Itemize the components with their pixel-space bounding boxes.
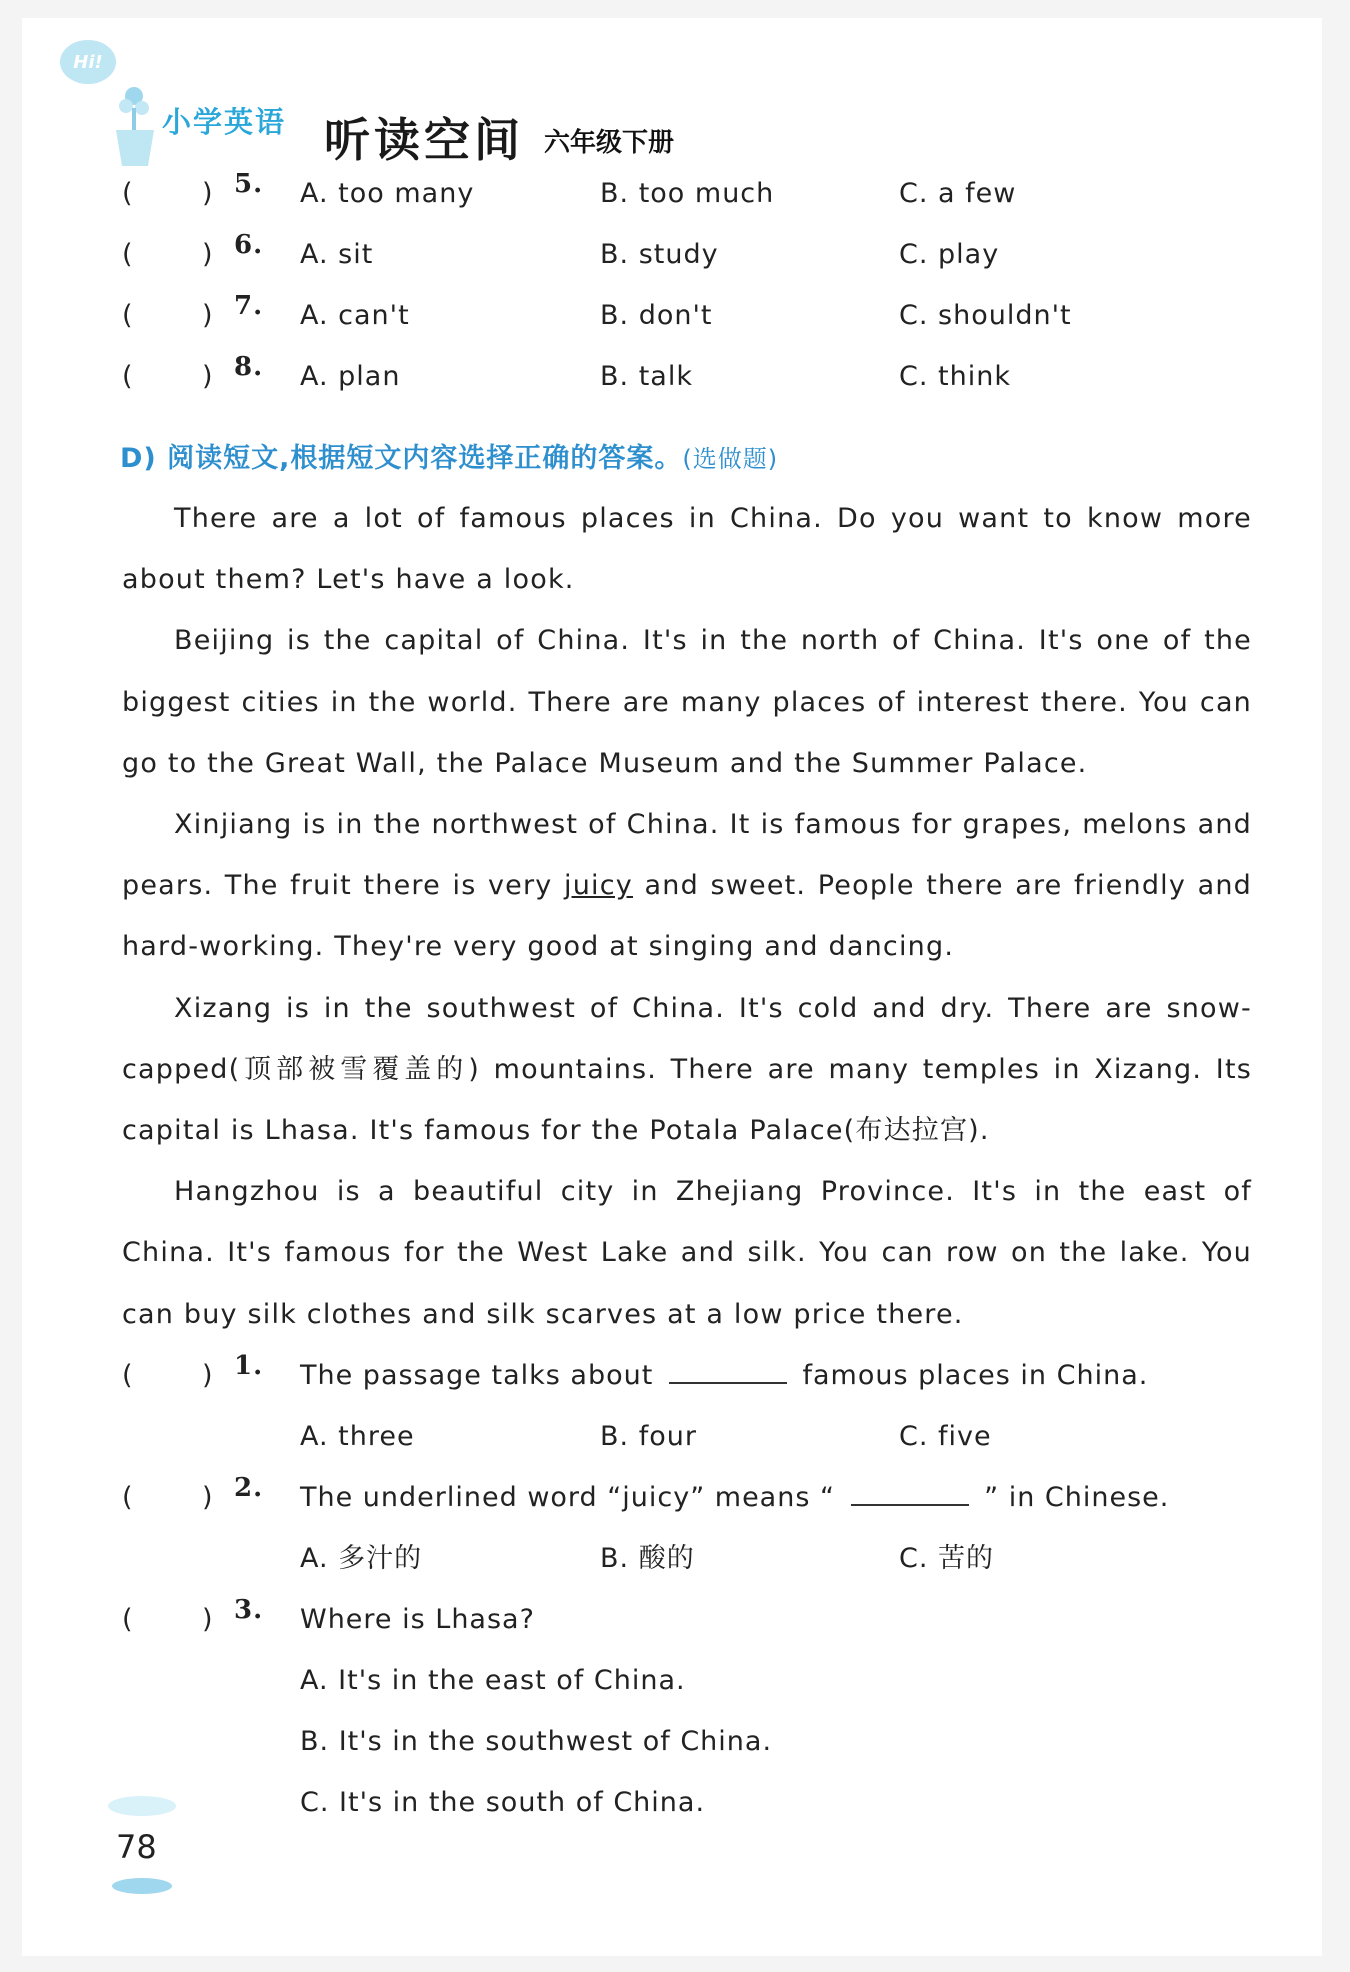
answer-bracket-close: ) xyxy=(202,361,214,392)
answer-bracket-open[interactable]: ( xyxy=(122,361,134,392)
answer-bracket-close: ) xyxy=(202,1360,214,1391)
question-number: 7. xyxy=(234,291,264,321)
option-b: B. 酸的 xyxy=(600,1543,695,1574)
question-text: The passage talks about famous places in China. xyxy=(300,1360,1149,1391)
section-d-heading: D) 阅读短文,根据短文内容选择正确的答案。 xyxy=(120,443,683,474)
option-c: C. play xyxy=(899,239,1000,270)
question-number: 3. xyxy=(234,1595,264,1625)
question-number: 8. xyxy=(234,352,264,382)
answer-bracket-close: ) xyxy=(202,239,214,270)
option-b: B. don't xyxy=(600,300,713,331)
passage-paragraph xyxy=(122,794,1252,978)
question-number: 6. xyxy=(234,230,264,260)
option-b: B. study xyxy=(600,239,719,270)
option-c: C. five xyxy=(899,1421,992,1452)
underlined-word: juicy xyxy=(564,870,633,902)
option-b: B. It's in the southwest of China. xyxy=(300,1726,773,1757)
question-number: 1. xyxy=(234,1351,264,1381)
option-a: A. 多汁的 xyxy=(300,1543,423,1574)
series-title: 小学英语 xyxy=(162,105,287,139)
question-text: The underlined word “juicy” means “ ” in Chinese. xyxy=(300,1482,1170,1513)
option-a: A. three xyxy=(300,1421,415,1452)
page-number: 78 xyxy=(116,1828,157,1866)
answer-bracket-close: ) xyxy=(202,300,214,331)
hi-badge: Hi! xyxy=(60,40,116,84)
question-number: 2. xyxy=(234,1473,264,1503)
page-header xyxy=(22,18,1322,168)
answer-bracket-open[interactable]: ( xyxy=(122,1360,134,1391)
section-d-note: (选做题) xyxy=(682,445,779,473)
passage-text: Xizang is in the southwest of China. It's cold and dry. There are snow-capped(顶部被雪覆盖的) mountains. There are many temples in Xizang. Its capital is Lhasa. It's famous for the Potala Palace(布达拉宫). xyxy=(122,992,1252,1147)
passage-text: Beijing is the capital of China. It's in the north of China. It's one of the biggest cities in the world. There are many places of interest there. You can go to the Great Wall, the Palace Museum and the Summer Palace. xyxy=(122,625,1252,779)
reading-passage xyxy=(122,488,1252,1345)
answer-bracket-open[interactable]: ( xyxy=(122,1482,134,1513)
answer-bracket-close: ) xyxy=(202,1604,214,1635)
answer-bracket-close: ) xyxy=(202,178,214,209)
option-b: B. too much xyxy=(600,178,775,209)
option-c: C. a few xyxy=(899,178,1017,209)
passage-text: and sweet. People there are friendly and hard-working. They're very good at singing and dancing. xyxy=(122,870,1252,963)
answer-bracket-open[interactable]: ( xyxy=(122,178,134,209)
answer-bracket-open[interactable]: ( xyxy=(122,300,134,331)
brand-title: 听读空间 xyxy=(324,113,524,167)
option-b: B. talk xyxy=(600,361,693,392)
option-a: A. It's in the east of China. xyxy=(300,1665,686,1696)
answer-blank[interactable] xyxy=(669,1360,787,1384)
option-c: C. 苦的 xyxy=(899,1543,995,1574)
grade-label: 六年级下册 xyxy=(544,128,675,158)
question-text: Where is Lhasa? xyxy=(300,1604,535,1635)
passage-text: Xinjiang is in the northwest of China. It is famous for grapes, melons and pears. The fruit there is very xyxy=(122,809,1252,902)
passage-text: There are a lot of famous places in China. Do you want to know more about them? Let's have a look. xyxy=(122,503,1252,596)
passage-paragraph xyxy=(122,610,1252,794)
question-number: 5. xyxy=(234,169,264,199)
section-d-title xyxy=(120,436,778,475)
option-a: A. sit xyxy=(300,239,374,270)
answer-bracket-open[interactable]: ( xyxy=(122,1604,134,1635)
answer-bracket-close: ) xyxy=(202,1482,214,1513)
option-c: C. It's in the south of China. xyxy=(300,1787,706,1818)
option-c: C. shouldn't xyxy=(899,300,1072,331)
passage-text: Hangzhou is a beautiful city in Zhejiang Province. It's in the east of China. It's famous for the West Lake and silk. You can row on the lake. You can buy silk clothes and silk scarves at a low price there. xyxy=(122,1176,1252,1330)
option-a: A. can't xyxy=(300,300,410,331)
option-a: A. too many xyxy=(300,178,475,209)
answer-bracket-open[interactable]: ( xyxy=(122,239,134,270)
passage-paragraph xyxy=(122,488,1252,610)
option-c: C. think xyxy=(899,361,1011,392)
passage-paragraph xyxy=(122,1161,1252,1345)
option-a: A. plan xyxy=(300,361,401,392)
workbook-page xyxy=(22,18,1322,1956)
option-b: B. four xyxy=(600,1421,697,1452)
answer-blank[interactable] xyxy=(851,1482,969,1506)
passage-paragraph xyxy=(122,978,1252,1162)
